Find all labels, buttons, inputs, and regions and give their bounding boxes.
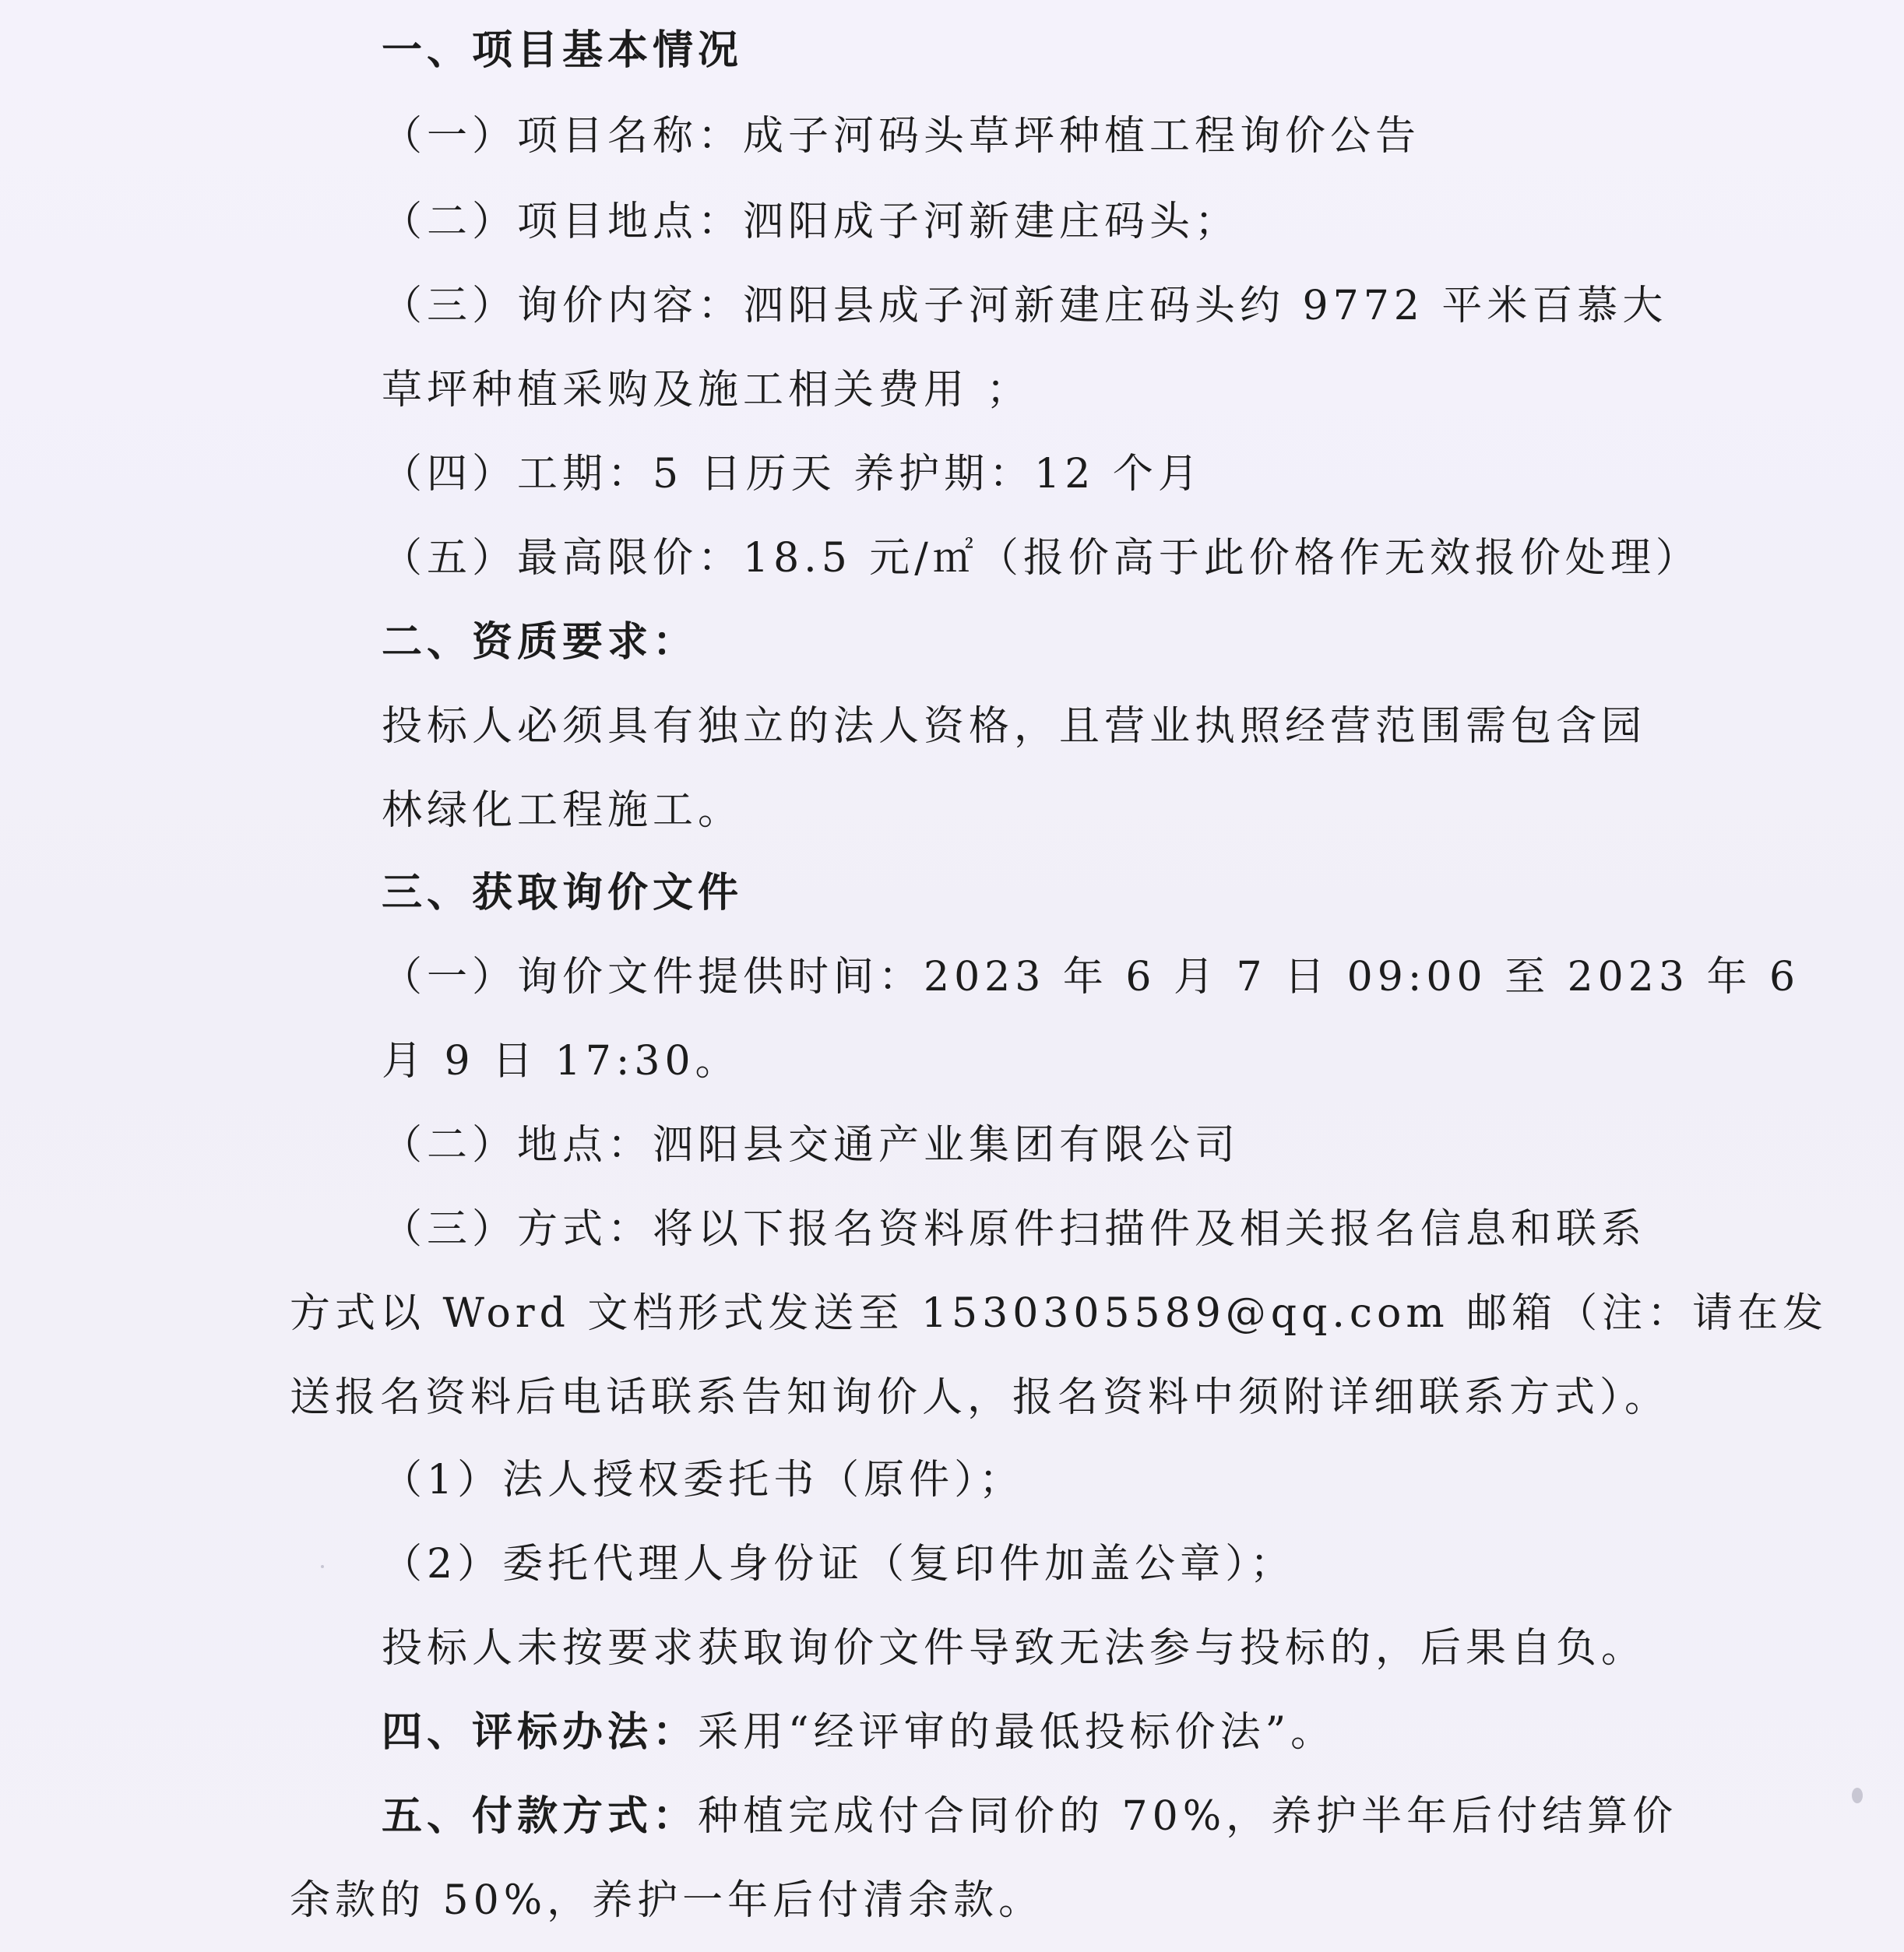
inquiry-content-line-2: 草坪种植采购及施工相关费用 ； bbox=[382, 367, 1032, 413]
scan-speck bbox=[321, 1565, 324, 1568]
section-2-heading: 二、资质要求： bbox=[382, 618, 699, 666]
project-location: （二）项目地点：泗阳成子河新建庄码头； bbox=[382, 199, 1241, 245]
project-name: （一）项目名称：成子河码头草坪种植工程询价公告 bbox=[382, 113, 1421, 160]
required-doc-authorization: （1）法人授权委托书（原件）； bbox=[382, 1457, 1025, 1504]
payment-method-line-2: 余款的 50%，养护一年后付清余款。 bbox=[290, 1877, 1044, 1924]
section-1-heading: 一、项目基本情况 bbox=[382, 26, 744, 74]
section-3-heading: 三、获取询价文件 bbox=[382, 869, 744, 916]
required-doc-id-card: （2）委托代理人身份证（复印件加盖公章）； bbox=[382, 1541, 1296, 1588]
file-method-line-2: 方式以 Word 文档形式发送至 1530305589@qq.com 邮箱（注：请在发 bbox=[290, 1290, 1828, 1337]
qualification-text-line-2: 林绿化工程施工。 bbox=[382, 787, 744, 834]
file-provision-time-line-2: 月 9 日 17:30。 bbox=[382, 1038, 741, 1085]
payment-method-text: 种植完成付合同价的 70%，养护半年后付结算价 bbox=[698, 1793, 1678, 1840]
file-location: （二）地点：泗阳县交通产业集团有限公司 bbox=[382, 1122, 1241, 1169]
payment-method-line-1 bbox=[382, 1789, 1677, 1844]
scan-smudge bbox=[1852, 1788, 1863, 1803]
construction-period: （四）工期：5 日历天 养护期：12 个月 bbox=[382, 451, 1203, 498]
file-method-line-1: （三）方式：将以下报名资料原件扫描件及相关报名信息和联系 bbox=[382, 1206, 1647, 1253]
file-method-line-3: 送报名资料后电话联系告知询价人，报名资料中须附详细联系方式）。 bbox=[290, 1374, 1670, 1421]
maximum-price: （五）最高限价：18.5 元/㎡（报价高于此价格作无效报价处理） bbox=[382, 535, 1701, 582]
consequence-note: 投标人未按要求获取询价文件导致无法参与投标的，后果自负。 bbox=[382, 1625, 1647, 1672]
file-provision-time-line-1: （一）询价文件提供时间：2023 年 6 月 7 日 09:00 至 2023 年 6 bbox=[382, 954, 1800, 1001]
payment-method-label: 五、付款方式： bbox=[382, 1792, 699, 1840]
inquiry-content-line-1: （三）询价内容：泗阳县成子河新建庄码头约 9772 平米百慕大 bbox=[382, 283, 1668, 329]
evaluation-method bbox=[382, 1705, 1336, 1760]
evaluation-method-text: 采用“经评审的最低投标价法”。 bbox=[698, 1709, 1336, 1756]
qualification-text-line-1: 投标人必须具有独立的法人资格，且营业执照经营范围需包含园 bbox=[382, 703, 1647, 750]
evaluation-method-label: 四、评标办法： bbox=[382, 1708, 699, 1756]
